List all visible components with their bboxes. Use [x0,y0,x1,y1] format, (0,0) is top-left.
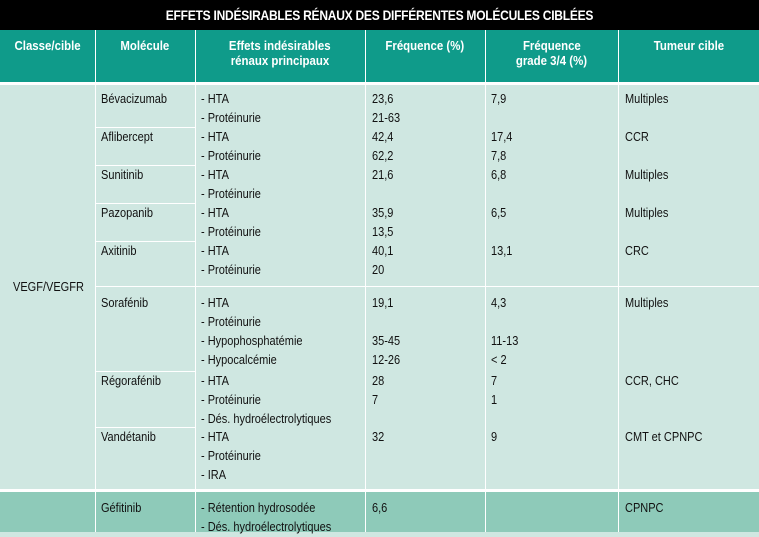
effect-cell: - Protéinurie [201,111,261,125]
effect-cell: - IRA [201,468,227,482]
frequency-cell: 17,4 [491,130,513,144]
frequency-cell: 40,1 [372,244,394,258]
molecule-name: Vandétanib [101,430,156,444]
header-molecule: Molécule [120,38,170,53]
effect-cell: - HTA [201,130,229,144]
table-header [0,30,759,82]
tumor-cell: Multiples [625,296,669,310]
frequency-cell: 7,8 [491,149,507,163]
tumor-cell: CPNPC [625,501,664,515]
effect-cell: - Hypophosphatémie [201,334,303,348]
frequency-cell: 23,6 [372,92,394,106]
effect-cell: - Protéinurie [201,225,261,239]
tumor-cell: CCR, CHC [625,374,679,388]
effect-cell: - HTA [201,296,229,310]
effect-cell: - Hypocalcémie [201,353,277,367]
molecule-name: Aflibercept [101,130,153,144]
tumor-cell: CCR [625,130,649,144]
row-divider [95,286,195,287]
molecule-name: Géfitinib [101,501,142,515]
frequency-cell: 13,5 [372,225,394,239]
table-title [0,0,759,30]
header-frequence: Fréquence (%) [385,38,465,53]
frequency-cell: 4,3 [491,296,507,310]
frequency-cell: 32 [372,430,385,444]
tumor-cell: Multiples [625,92,669,106]
effect-cell: - HTA [201,206,229,220]
column-divider [618,30,619,532]
tumor-cell: CMT et CPNPC [625,430,703,444]
frequency-cell: 20 [372,263,385,277]
header-tumeur: Tumeur cible [653,38,724,53]
effect-cell: - Dés. hydroélectrolytiques [201,520,332,534]
frequency-cell: 6,6 [372,501,388,515]
frequency-cell: 7,9 [491,92,507,106]
frequency-cell: 21,6 [372,168,394,182]
effect-cell: - HTA [201,168,229,182]
molecule-name: Axitinib [101,244,137,258]
effect-cell: - HTA [201,244,229,258]
column-divider [195,30,196,532]
row-divider [195,286,759,287]
frequency-cell: 21-63 [372,111,401,125]
header-effets: Effets indésirables rénaux principaux [229,38,331,68]
effect-cell: - Protéinurie [201,315,261,329]
class-vegf: VEGF/VEGFR [13,280,84,294]
effect-cell: - Dés. hydroélectrolytiques [201,412,332,426]
molecule-name: Pazopanib [101,206,153,220]
effect-cell: - HTA [201,430,229,444]
molecule-name: Bévacizumab [101,92,168,106]
frequency-cell: 7 [491,374,498,388]
header-classe: Classe/cible [14,38,81,53]
frequency-cell: 19,1 [372,296,394,310]
frequency-cell: 9 [491,430,498,444]
frequency-cell: 6,5 [491,206,507,220]
frequency-cell: 1 [491,393,498,407]
molecule-name: Sunitinib [101,168,144,182]
header-frequence-grade: Fréquence grade 3/4 (%) [515,38,588,68]
effect-cell: - Protéinurie [201,393,261,407]
frequency-cell: 11-13 [491,334,519,348]
effect-cell: - Protéinurie [201,449,261,463]
frequency-cell: 7 [372,393,379,407]
frequency-cell: 28 [372,374,385,388]
column-divider [95,30,96,532]
effect-cell: - Protéinurie [201,263,261,277]
effect-cell: - Rétention hydrosodée [201,501,316,515]
table-title-text: EFFETS INDÉSIRABLES RÉNAUX DES DIFFÉRENTES MOLÉCULES CIBLÉES [165,7,594,23]
effect-cell: - Protéinurie [201,187,261,201]
effect-cell: - Protéinurie [201,149,261,163]
frequency-cell: 12-26 [372,353,401,367]
frequency-cell: 13,1 [491,244,513,258]
frequency-cell: 62,2 [372,149,394,163]
effect-cell: - HTA [201,374,229,388]
frequency-cell: 6,8 [491,168,507,182]
frequency-cell: 35-45 [372,334,401,348]
tumor-cell: Multiples [625,168,669,182]
tumor-cell: CRC [625,244,649,258]
frequency-cell: 42,4 [372,130,394,144]
header-divider [0,82,759,85]
frequency-cell: 35,9 [372,206,394,220]
column-divider [485,30,486,532]
section-divider [0,489,759,492]
effect-cell: - HTA [201,92,229,106]
frequency-cell: < 2 [491,353,507,367]
molecule-name: Régorafénib [101,374,161,388]
tumor-cell: Multiples [625,206,669,220]
molecule-name: Sorafénib [101,296,149,310]
column-divider [365,30,366,532]
